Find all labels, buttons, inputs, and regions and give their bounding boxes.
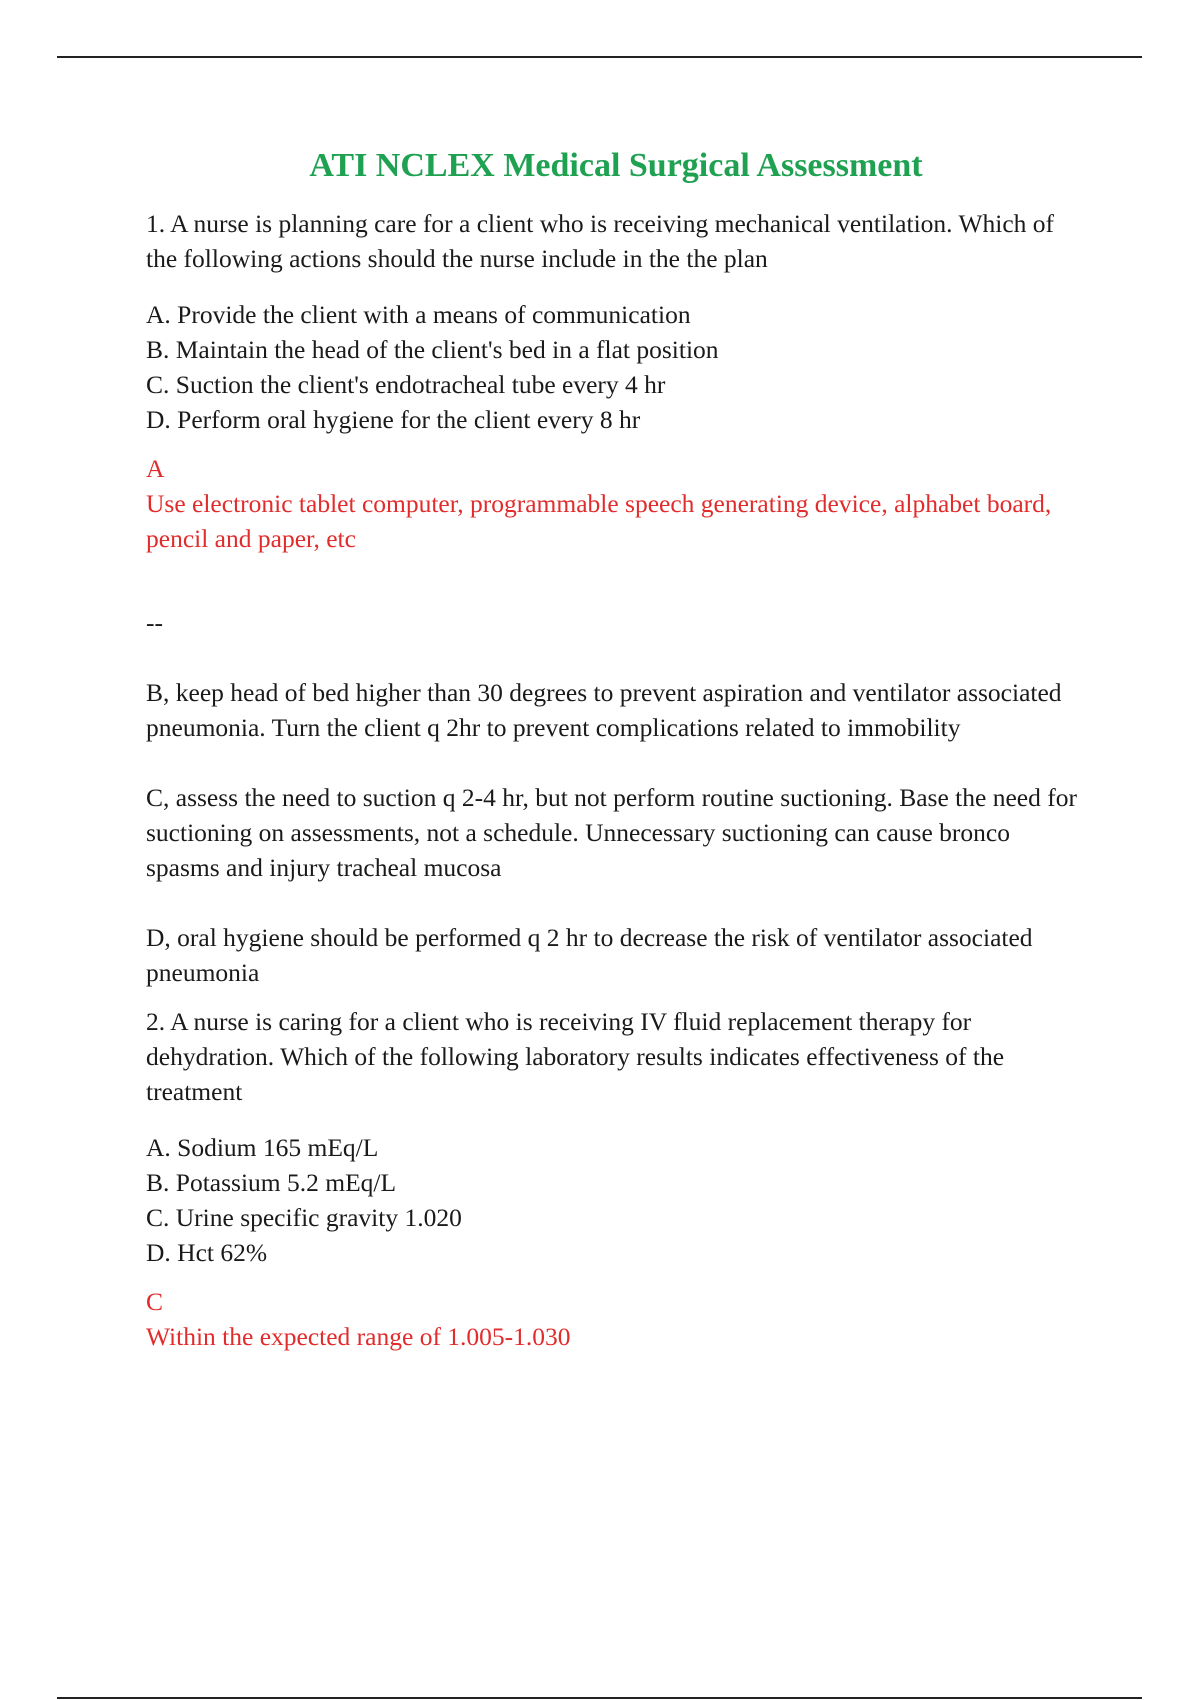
rationale-b: B, keep head of bed higher than 30 degrees to prevent aspiration and ventilator associated pneumonia. Turn the client q 2hr to prevent complications related to immobility (146, 678, 1062, 742)
question-text-2: 2. A nurse is caring for a client who is receiving IV fluid replacement therapy for dehydration. Which of the following laboratory results indicates effectiveness of the treatment (146, 1007, 1005, 1106)
option-d: D. Perform oral hygiene for the client every 8 hr (146, 405, 641, 434)
option-b: B. Potassium 5.2 mEq/L (146, 1168, 397, 1197)
document-title: ATI NCLEX Medical Surgical Assessment (309, 147, 923, 184)
option-a: A. Sodium 165 mEq/L (146, 1133, 379, 1162)
option-list-2 (146, 1130, 1086, 1270)
option-list-1 (146, 297, 1086, 437)
answer-explanation-2: Within the expected range of 1.005-1.030 (146, 1322, 571, 1351)
answer-letter-2: C (146, 1287, 164, 1316)
answer-letter-1: A (146, 454, 165, 483)
top-rule (57, 56, 1142, 58)
bottom-rule (57, 1697, 1142, 1699)
answer-explanation-1: Use electronic tablet computer, programmable speech generating device, alphabet board, pencil and paper, etc (146, 489, 1052, 553)
question-block-2 (146, 1004, 1086, 1354)
option-d: D. Hct 62% (146, 1238, 268, 1267)
rationale-c: C, assess the need to suction q 2-4 hr, but not perform routine suctioning. Base the need for suctioning on assessments, not a schedule. Unnecessary suctioning can cause bronco spasms and injury tracheal mucosa (146, 783, 1077, 882)
question-block-1 (146, 206, 1086, 990)
option-b: B. Maintain the head of the client's bed in a flat position (146, 335, 719, 364)
question-text-1: 1. A nurse is planning care for a client who is receiving mechanical ventilation. Which of the following actions should the nurse include in the the plan (146, 209, 1055, 273)
option-a: A. Provide the client with a means of communication (146, 300, 691, 329)
separator: -- (146, 608, 163, 637)
document-page (146, 140, 1086, 1354)
rationale-d: D, oral hygiene should be performed q 2 hr to decrease the risk of ventilator associated pneumonia (146, 923, 1033, 987)
option-c: C. Urine specific gravity 1.020 (146, 1203, 462, 1232)
option-c: C. Suction the client's endotracheal tube every 4 hr (146, 370, 666, 399)
